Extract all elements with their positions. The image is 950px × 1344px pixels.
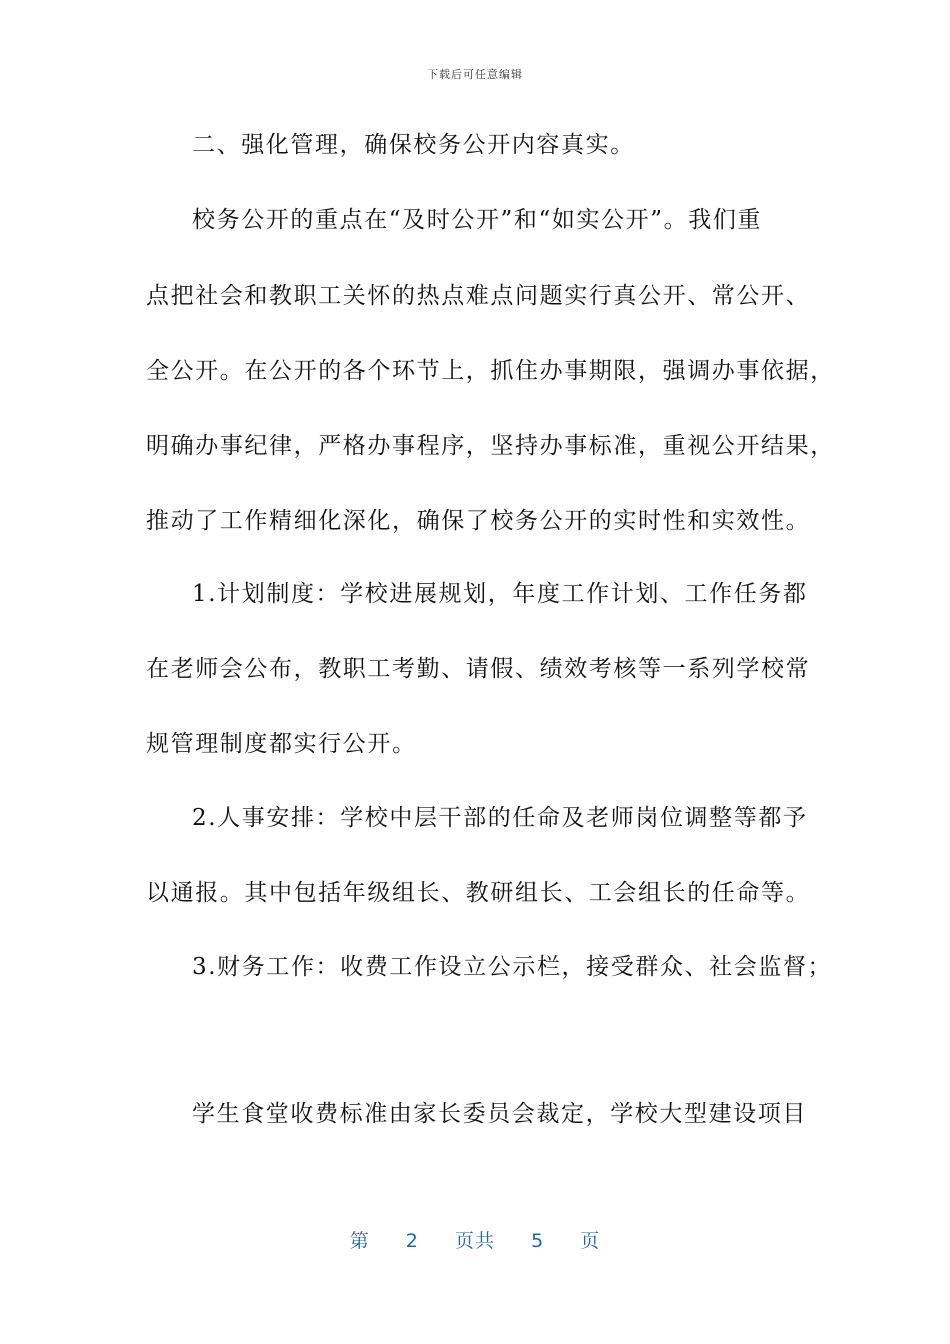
footer-middle: 页共 [454,1230,495,1252]
paragraph-line: 在老师会公布，教职工考勤、请假、绩效考核等一系列学校常 [146,656,811,682]
paragraph-line: 3.财务工作：收费工作设立公示栏，接受群众、社会监督； [192,954,833,980]
paragraph-line: 2.人事安排：学校中层干部的任命及老师岗位调整等都予 [192,805,808,831]
footer-suffix: 页 [580,1230,601,1252]
paragraph-line: 以通报。其中包括年级组长、教研组长、工会组长的任命等。 [146,880,811,906]
page-header-note: 下载后可任意编辑 [427,68,523,81]
paragraph-line: 点把社会和教职工关怀的热点难点问题实行真公开、常公开、 [146,283,811,309]
paragraph-line: 明确办事纪律，严格办事程序，坚持办事标准，重视公开结果， [146,433,835,459]
footer-page-number: 2 [405,1230,419,1252]
footer-total-pages: 5 [531,1230,545,1252]
paragraph-line: 学生食堂收费标准由家长委员会裁定，学校大型建设项目 [192,1101,807,1127]
paragraph-line: 1.计划制度：学校进展规划，年度工作计划、工作任务都 [192,581,808,607]
paragraph-line: 全公开。在公开的各个环节上，抓住办事期限，强调办事依据， [146,358,835,384]
paragraph-line: 校务公开的重点在“及时公开”和“如实公开”。我们重 [192,207,763,233]
section-heading: 二、强化管理，确保校务公开内容真实。 [192,132,635,158]
paragraph-line: 推动了工作精细化深化，确保了校务公开的实时性和实效性。 [146,508,811,534]
footer-prefix: 第 [349,1230,370,1252]
paragraph-line: 规管理制度都实行公开。 [146,731,417,757]
page-footer [0,1226,950,1253]
